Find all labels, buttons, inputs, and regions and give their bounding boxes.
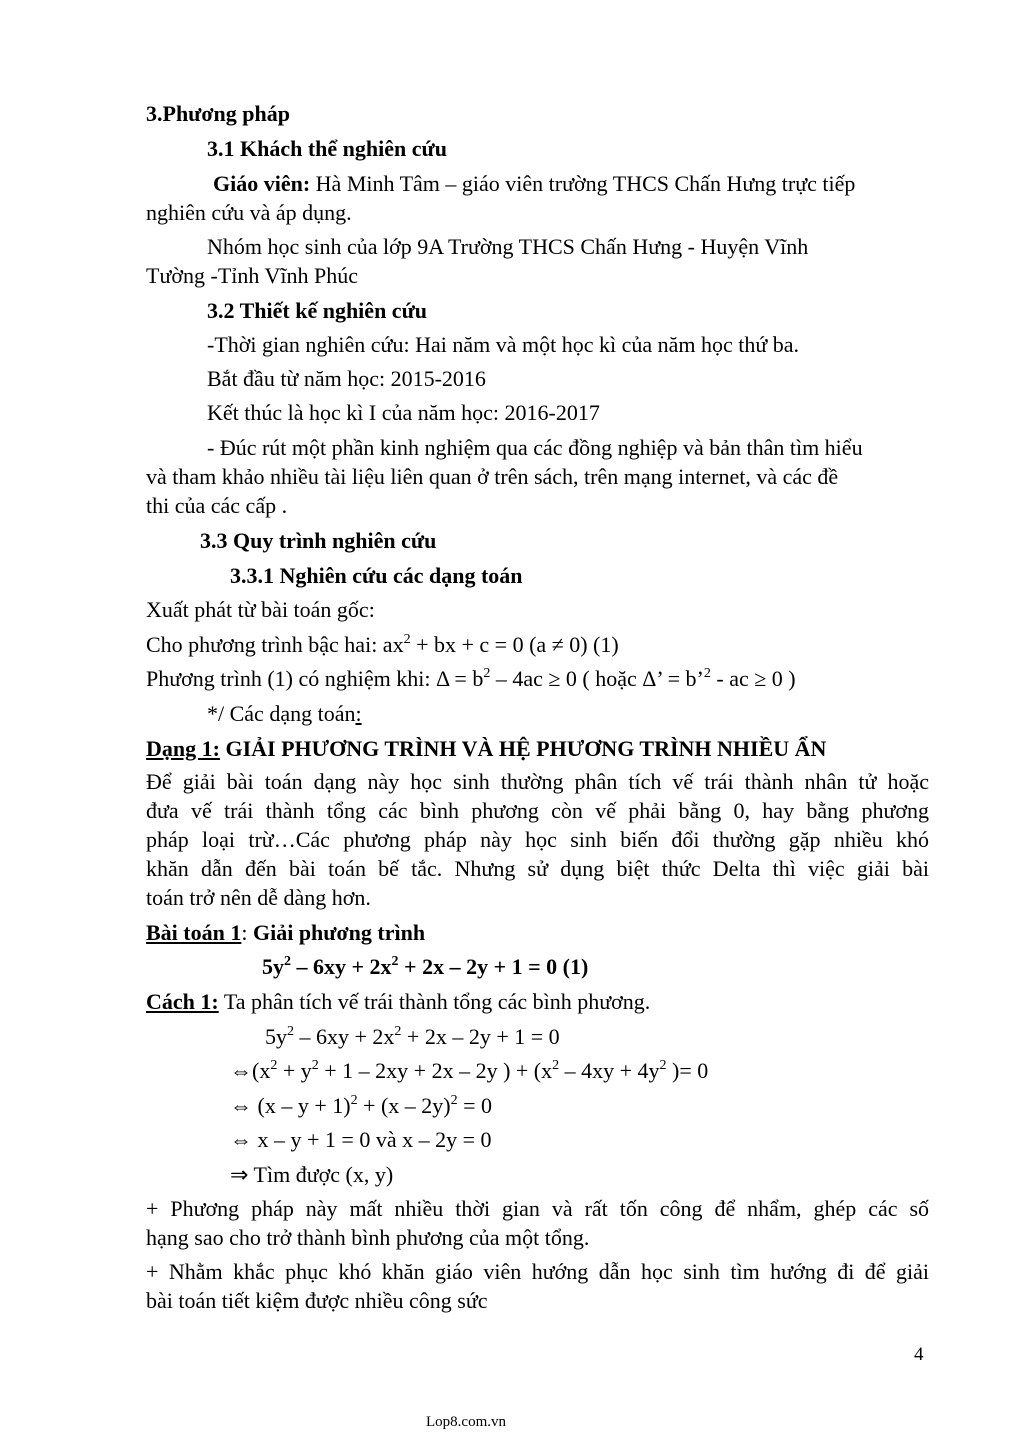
exponent: 2 xyxy=(659,1058,667,1073)
exponent: 2 xyxy=(483,666,491,681)
step-part: 5y xyxy=(265,1024,287,1049)
dang1-label: Dạng 1: xyxy=(146,736,220,761)
dang1-heading xyxy=(146,735,826,763)
exponent: 2 xyxy=(391,954,399,969)
step-part: + y xyxy=(277,1058,312,1083)
eq-part: + 2x – 2y + 1 = 0 (1) xyxy=(398,954,589,979)
types-text: */ Các dạng toán xyxy=(207,701,356,726)
bai-toan-title: Giải phương trình xyxy=(252,920,426,945)
teacher-text: Hà Minh Tâm – giáo viên trường THCS Chấn Hưng trực tiếp xyxy=(310,171,856,196)
subsection-title-3-2: 3.2 Thiết kế nghiên cứu xyxy=(207,298,427,323)
eq-text: Cho phương trình bậc hai: ax xyxy=(146,632,404,657)
note-1-line-1: + Phương pháp này mất nhiều thời gian và rất tốn công để nhẩm, ghép các số xyxy=(146,1196,929,1221)
step-part: ⇔(x xyxy=(230,1058,271,1083)
bai-toan-1-heading xyxy=(146,919,425,947)
discriminant-line xyxy=(146,665,796,693)
note-1-line-2: hạng sao cho trở thành bình phương của một tổng. xyxy=(146,1225,590,1250)
bai-toan-equation xyxy=(262,953,588,981)
step-part: + (x – 2y) xyxy=(357,1093,451,1118)
subsection-title-3-3: 3.3 Quy trình nghiên cứu xyxy=(200,528,437,553)
cach-1-step-1 xyxy=(265,1023,560,1051)
teacher-line-2: nghiên cứu và áp dụng. xyxy=(146,200,352,225)
cond-text: – 4ac ≥ 0 ( hoặc Δ’ = b’ xyxy=(490,666,704,691)
summary-line-1: - Đúc rút một phần kinh nghiệm qua các đồng nghiệp và bản thân tìm hiểu xyxy=(207,435,863,460)
summary-line-2: và tham khảo nhiều tài liệu liên quan ở trên sách, trên mạng internet, và các đề xyxy=(146,464,839,489)
step-part: + 2x – 2y + 1 = 0 xyxy=(401,1024,560,1049)
origin-line: Xuất phát từ bài toán gốc: xyxy=(146,597,375,622)
eq-text: + bx + c = 0 (a ≠ 0) (1) xyxy=(410,632,619,657)
subsubsection-title: 3.3.1 Nghiên cứu các dạng toán xyxy=(230,563,523,588)
summary-line-3: thi của các cấp . xyxy=(146,493,288,518)
step-part: – 4xy + 4y xyxy=(559,1058,660,1083)
research-start: Bắt đầu từ năm học: 2015-2016 xyxy=(207,366,486,391)
section-title: 3.Phương pháp xyxy=(146,101,290,126)
dang1-para-line-5: toán trở nên dễ dàng hơn. xyxy=(146,885,371,910)
step-part: + 1 – 2xy + 2x – 2y ) + (x xyxy=(318,1058,553,1083)
quadratic-equation-line xyxy=(146,631,619,659)
cach-1-label: Cách 1: xyxy=(146,989,219,1014)
cach-1-heading xyxy=(146,988,650,1016)
students-line-2: Tường -Tỉnh Vĩnh Phúc xyxy=(146,263,358,288)
exponent: 2 xyxy=(350,1093,358,1108)
research-time: -Thời gian nghiên cứu: Hai năm và một học kì của năm học thứ ba. xyxy=(207,332,800,357)
cach-1-step-5: ⇒ Tìm được (x, y) xyxy=(230,1162,394,1187)
cach-1-step-4: ⇔ x – y + 1 = 0 và x – 2y = 0 xyxy=(230,1127,492,1152)
teacher-label: Giáo viên: xyxy=(213,171,311,196)
dang1-para-line-3: pháp loại trừ…Các phương pháp này học sinh biến đổi thường gặp nhiều khó xyxy=(146,827,929,852)
page-number: 4 xyxy=(914,1344,924,1365)
cach-1-step-3 xyxy=(230,1092,492,1120)
types-colon: : xyxy=(355,701,362,726)
exponent: 2 xyxy=(284,954,291,969)
exponent: 2 xyxy=(394,1024,402,1039)
eq-part: – 6xy + 2x xyxy=(291,954,392,979)
dang1-para-line-1: Để giải bài toán dạng này học sinh thường phân tích vế trái thành nhân tử hoặc xyxy=(146,769,929,794)
dang1-para-line-4: khăn dẫn đến bài toán bế tắc. Nhưng sử dụng biệt thức Delta thì việc giải bài xyxy=(146,856,929,881)
research-end: Kết thúc là học kì I của năm học: 2016-2017 xyxy=(207,400,600,425)
step-part: ⇔ (x – y + 1) xyxy=(230,1093,351,1118)
step-part: – 6xy + 2x xyxy=(294,1024,395,1049)
exponent: 2 xyxy=(552,1058,560,1073)
exponent: 2 xyxy=(287,1024,294,1039)
subsection-title-3-1: 3.1 Khách thể nghiên cứu xyxy=(207,136,447,161)
exponent: 2 xyxy=(703,666,711,681)
step-part: = 0 xyxy=(457,1093,493,1118)
eq-part: 5y xyxy=(262,954,284,979)
footer-website: Lop8.com.vn xyxy=(426,1414,506,1430)
note-2-line-1: + Nhằm khắc phục khó khăn giáo viên hướng dẫn học sinh tìm hướng đi để giải xyxy=(146,1259,929,1284)
step-part: )= 0 xyxy=(666,1058,709,1083)
types-line xyxy=(207,700,362,728)
cond-text: Phương trình (1) có nghiệm khi: Δ = b xyxy=(146,666,484,691)
exponent: 2 xyxy=(450,1093,458,1108)
cach-1-step-2 xyxy=(230,1057,708,1085)
cond-text: - ac ≥ 0 ) xyxy=(710,666,796,691)
students-line-1: Nhóm học sinh của lớp 9A Trường THCS Chấn Hưng - Huyện Vĩnh xyxy=(207,234,809,259)
bai-toan-label: Bài toán 1 xyxy=(146,920,242,945)
colon: : xyxy=(241,920,253,945)
exponent: 2 xyxy=(403,632,411,647)
note-2-line-2: bài toán tiết kiệm được nhiều công sức xyxy=(146,1288,488,1313)
dang1-para-line-2: đưa vế trái thành tổng các bình phương còn vế phải bằng 0, hay bằng phương xyxy=(146,798,929,823)
dang1-title: GIẢI PHƯƠNG TRÌNH VÀ HỆ PHƯƠNG TRÌNH NHIỀU ẨN xyxy=(219,736,827,761)
teacher-line xyxy=(213,170,855,198)
exponent: 2 xyxy=(270,1058,278,1073)
exponent: 2 xyxy=(311,1058,319,1073)
cach-1-text: Ta phân tích vế trái thành tổng các bình phương. xyxy=(218,989,651,1014)
